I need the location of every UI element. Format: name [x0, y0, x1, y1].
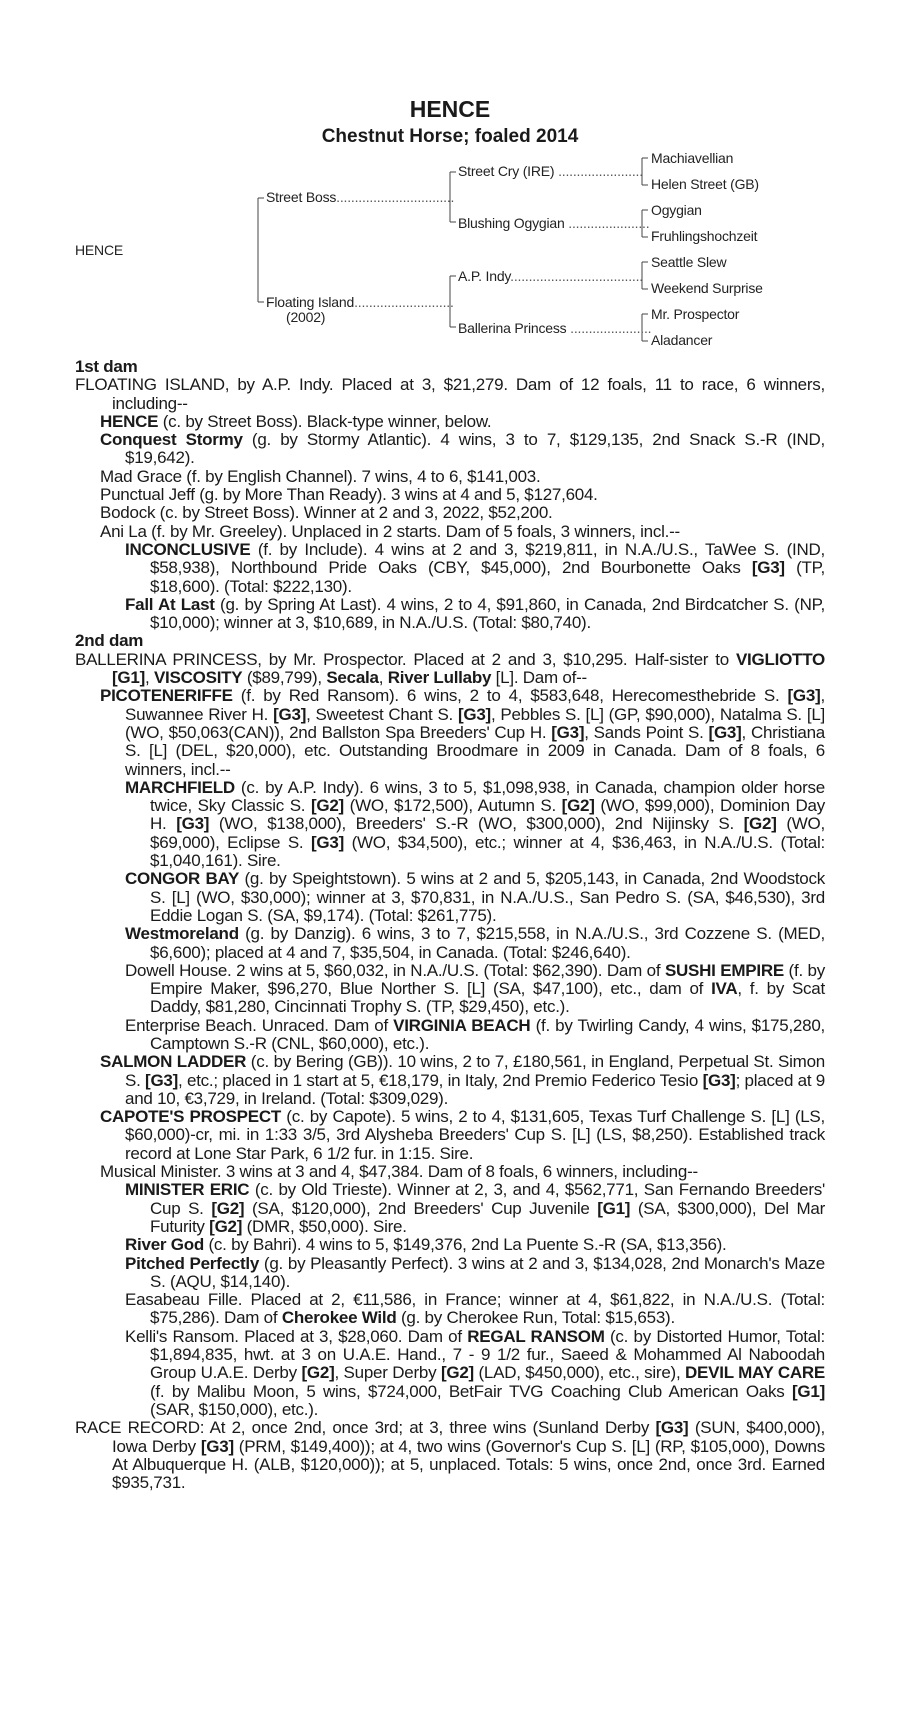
- entry-pitched-perfectly: Pitched Perfectly (g. by Pleasantly Perfect). 3 wins at 2 and 3, $134,028, 2nd Monarch's Maze S. (AQU, $14,140).: [125, 1253, 825, 1291]
- pedigree-g1: Machiavellian: [651, 150, 734, 166]
- first-dam-intro: FLOATING ISLAND, by A.P. Indy. Placed at 3, $21,279. Dam of 12 foals, 11 to race, 6 winners, including--: [75, 375, 825, 413]
- pedigree-dam-sire: A.P. Indy....................................: [458, 268, 643, 284]
- entry-hence: HENCE (c. by Street Boss). Black-type winner, below.: [100, 411, 492, 431]
- entry-ani-la: Ani La (f. by Mr. Greeley). Unplaced in 2 starts. Dam of 5 foals, 3 winners, incl.--: [100, 521, 680, 541]
- entry-capotes-prospect: CAPOTE'S PROSPECT (c. by Capote). 5 wins, 2 to 4, $131,605, Texas Turf Challenge S. [L] (LS, $60,000)-cr, mi. in 1:33 3/5, 3rd Alysheba Breeders' Cup S. [L] (LS, $8,250). Established track record at Lone Star Park, 6 1/2 fur. in 1:15. Sire.: [100, 1107, 825, 1163]
- pedigree-dam-dam: Ballerina Princess ......................: [458, 320, 652, 336]
- pedigree-g5: Seattle Slew: [651, 254, 727, 270]
- entry-easabeau-fille: Easabeau Fille. Placed at 2, €11,586, in France; winner at 4, $61,822, in N.A./U.S. (Total: $75,286). Dam of Cherokee Wild (g. by Cherokee Run, Total: $15,653).: [125, 1290, 825, 1328]
- pedigree-dam-year: (2002): [286, 309, 326, 325]
- entry-minister-eric: MINISTER ERIC (c. by Old Trieste). Winner at 2, 3, and 4, $562,771, San Fernando Breeders' Cup S. [G2] (SA, $120,000), 2nd Breeders' Cup Juvenile [G1] (SA, $300,000), Del Mar Futurity [G2] (DMR, $50,000). Sire.: [125, 1180, 826, 1236]
- second-dam-intro: BALLERINA PRINCESS, by Mr. Prospector. Placed at 2 and 3, $10,295. Half-sister to VIGLIOTTO [G1], VISCOSITY ($89,799), Secala, River Lullaby [L]. Dam of--: [75, 649, 825, 688]
- pedigree-g3: Ogygian: [651, 202, 702, 218]
- entry-marchfield: MARCHFIELD (c. by A.P. Indy). 6 wins, 3 to 5, $1,098,938, in Canada, champion older horse twice, Sky Classic S. [G2] (WO, $172,500), Autumn S. [G2] (WO, $99,000), Dominion Day H. [G3] (WO, $138,000), Breeders' S.-R (WO, $300,000), 2nd Nijinsky S. [G2] (WO, $69,000), Eclipse S. [G3] (WO, $34,500), etc.; winner at 4, $36,463, in N.A./U.S. (Total: $1,040,161). Sire.: [125, 777, 826, 871]
- entry-enterprise-beach: Enterprise Beach. Unraced. Dam of VIRGINIA BEACH (f. by Twirling Candy, 4 wins, $175,280, Camptown S.-R (CNL, $60,000), etc.).: [125, 1015, 826, 1053]
- race-record: RACE RECORD: At 2, once 2nd, once 3rd; at 3, three wins (Sunland Derby [G3] (SUN, $400,000), Iowa Derby [G3] (PRM, $149,400)); at 4, two wins (Governor's Cup S. [L] (RP, $105,000), Downs At Albuquerque H. (ALB, $120,000)); at 5, unplaced. Totals: 5 wins, once 2nd, once 3rd. Earned $935,731.: [75, 1418, 826, 1493]
- entry-conquest-stormy: Conquest Stormy (g. by Stormy Atlantic). 4 wins, 3 to 7, $129,135, 2nd Snack S.-R (IND, $19,642).: [100, 430, 825, 468]
- first-dam-heading: 1st dam: [75, 357, 138, 376]
- pedigree-g2: Helen Street (GB): [651, 176, 759, 192]
- entry-river-god: River God (c. by Bahri). 4 wins to 5, $149,376, 2nd La Puente S.-R (SA, $13,356).: [125, 1235, 727, 1255]
- pedigree-sire-dam: Blushing Ogygian ......................: [458, 215, 650, 231]
- entry-punctual-jeff: Punctual Jeff (g. by More Than Ready). 3 wins at 4 and 5, $127,604.: [100, 485, 598, 505]
- catalog-body: [75, 358, 825, 1492]
- pedigree-sire: Street Boss................................: [266, 189, 455, 205]
- pedigree-g8: Aladancer: [651, 332, 713, 348]
- pedigree-g7: Mr. Prospector: [651, 306, 740, 322]
- pedigree-sire-sire: Street Cry (IRE) .......................: [458, 163, 643, 179]
- entry-inconclusive: INCONCLUSIVE (f. by Include). 4 wins at 2 and 3, $219,811, in N.A./U.S., TaWee S. (IND, $58,938), Northbound Pride Oaks (CBY, $45,000), 2nd Bourbonette Oaks [G3] (TP, $18,600). (Total: $222,130).: [125, 539, 825, 596]
- page-subtitle: Chestnut Horse; foaled 2014: [321, 126, 579, 147]
- pedigree-g4: Fruhlingshochzeit: [651, 228, 758, 244]
- entry-mad-grace: Mad Grace (f. by English Channel). 7 wins, 4 to 6, $141,003.: [100, 466, 541, 486]
- entry-picoteneriffe: PICOTENERIFFE (f. by Red Ransom). 6 wins, 2 to 4, $583,648, Herecomesthebride S. [G3], Suwannee River H. [G3], Sweetest Chant S. [G3], Pebbles S. [L] (GP, $90,000), Natalma S. [L] (WO, $50,063(CAN)), 2nd Ballston Spa Breeders' Cup H. [G3], Sands Point S. [G3], Christiana S. [L] (DEL, $20,000), etc. Outstanding Broodmare in 2009 in Canada. Dam of 8 foals, 6 winners, incl.--: [100, 686, 826, 779]
- entry-dowell-house: Dowell House. 2 wins at 5, $60,032, in N.A./U.S. (Total: $62,390). Dam of SUSHI EMPIRE (f. by Empire Maker, $96,270, Blue Norther S. [L] (SA, $47,100), etc., dam of IVA, f. by Scat Daddy, $81,280, Cincinnati Trophy S. (TP, $29,450), etc.).: [125, 960, 825, 1017]
- entry-salmon-ladder: SALMON LADDER (c. by Bering (GB)). 10 wins, 2 to 7, £180,561, in England, Perpetual St. Simon S. [G3], etc.; placed in 1 start at 5, €18,179, in Italy, 2nd Premio Federico Tesio [G3]; placed at 9 and 10, €3,729, in Ireland. (Total: $309,029).: [100, 1052, 825, 1108]
- page-title: HENCE: [409, 96, 491, 122]
- entry-westmoreland: Westmoreland (g. by Danzig). 6 wins, 3 to 7, $215,558, in N.A./U.S., 3rd Cozzene S. (MED, $6,600); placed at 4 and 7, $35,504, in Canada. (Total: $246,640).: [125, 924, 825, 962]
- entry-kellis-ransom: Kelli's Ransom. Placed at 3, $28,060. Dam of REGAL RANSOM (c. by Distorted Humor, Total: $1,894,835, hwt. at 3 on U.A.E. Hand., 7 - 9 1/2 fur., Saeed & Mohammed Al Naboodah Group U.A.E. Derby [G2], Super Derby [G2] (LAD, $450,000), etc., sire), DEVIL MAY CARE (f. by Malibu Moon, 5 wins, $724,000, BetFair TVG Coaching Club American Oaks [G1] (SAR, $150,000), etc.).: [125, 1326, 826, 1419]
- entry-congor-bay: CONGOR BAY (g. by Speightstown). 5 wins at 2 and 5, $205,143, in Canada, 2nd Woodstock S. [L] (WO, $30,000); winner at 3, $70,831, in N.A./U.S., San Pedro S. (SA, $46,530), 3rd Eddie Logan S. (SA, $9,174). (Total: $261,775).: [125, 869, 826, 925]
- entry-fall-at-last: Fall At Last (g. by Spring At Last). 4 wins, 2 to 4, $91,860, in Canada, 2nd Birdcatcher S. (NP, $10,000); winner at 3, $10,689, in N.A./U.S. (Total: $80,740).: [125, 594, 825, 633]
- pedigree-subject: HENCE: [75, 242, 124, 258]
- pedigree-dam: Floating Island...........................: [266, 294, 454, 310]
- pedigree-g6: Weekend Surprise: [651, 280, 763, 296]
- second-dam-heading: 2nd dam: [75, 631, 144, 651]
- entry-musical-minister: Musical Minister. 3 wins at 3 and 4, $47,384. Dam of 8 foals, 6 winners, including--: [100, 1162, 698, 1182]
- entry-bodock: Bodock (c. by Street Boss). Winner at 2 and 3, 2022, $52,200.: [100, 503, 553, 523]
